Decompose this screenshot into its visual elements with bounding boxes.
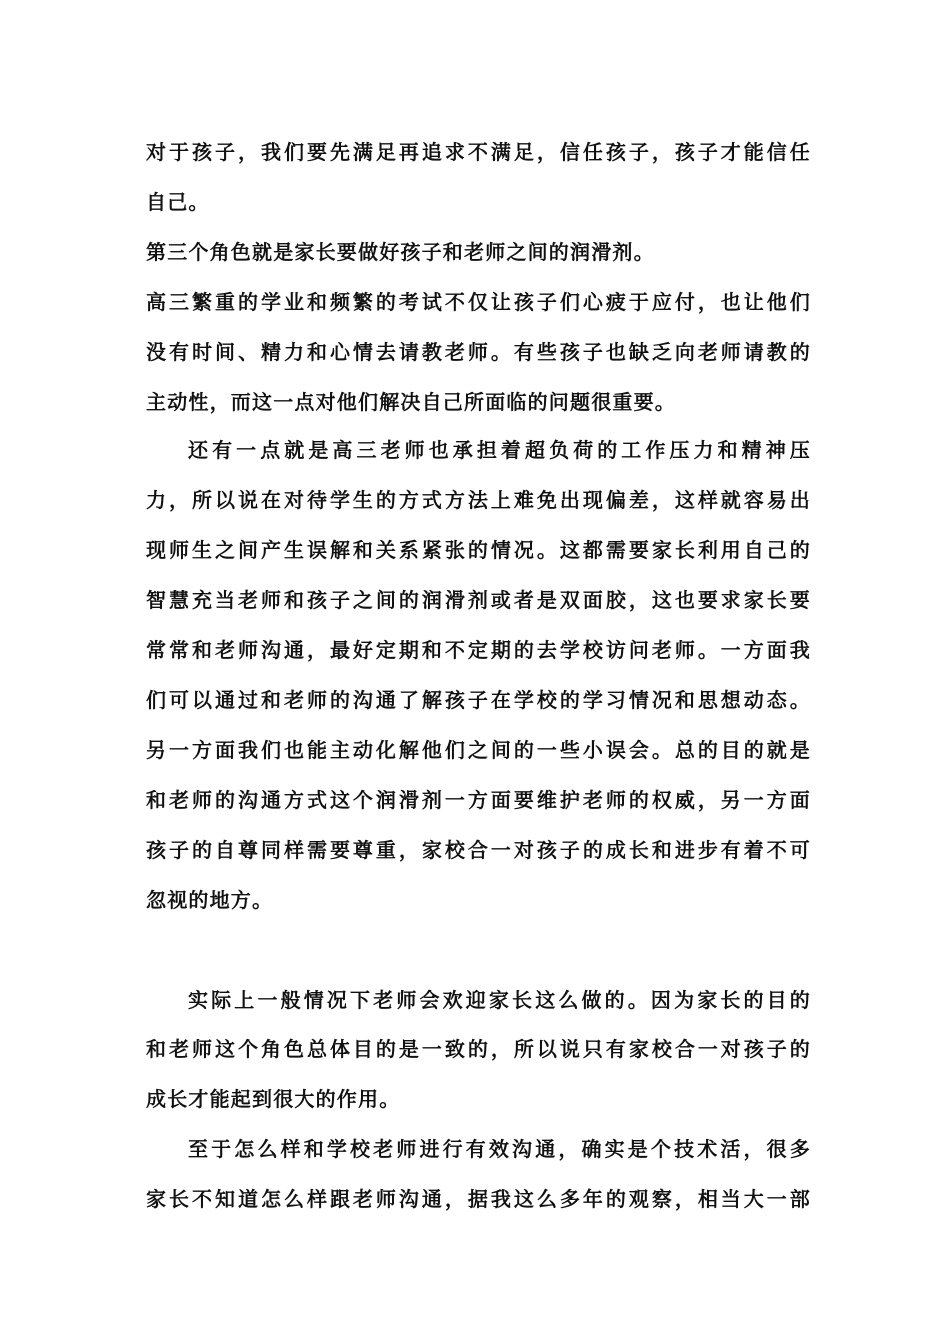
text-line: 另一方面我们也能主动化解他们之间的一些小误会。总的目的就是 [146,738,811,762]
text-line: 家长不知道怎么样跟老师沟通，据我这么多年的观察，相当大一部 [146,1187,811,1211]
text-line: 主动性，而这一点对他们解决自己所面临的问题很重要。 [146,390,676,414]
text-line: 至于怎么样和学校老师进行有效沟通，确实是个技术活，很多 [188,1137,811,1161]
text-line: 常常和老师沟通，最好定期和不定期的去学校访问老师。一方面我 [146,638,811,662]
text-line: 们可以通过和老师的沟通了解孩子在学校的学习情况和思想动态。 [146,688,811,712]
text-line: 没有时间、精力和心情去请教老师。有些孩子也缺乏向老师请教的 [146,340,811,364]
text-line: 现师生之间产生误解和关系紧张的情况。这都需要家长利用自己的 [146,538,811,562]
text-line: 和老师的沟通方式这个润滑剂一方面要维护老师的权威，另一方面 [146,788,811,812]
text-line: 力，所以说在对待学生的方式方法上难免出现偏差，这样就容易出 [146,488,811,512]
text-line: 第三个角色就是家长要做好孩子和老师之间的润滑剂。 [146,240,655,264]
text-line: 高三繁重的学业和频繁的考试不仅让孩子们心疲于应付，也让他们 [146,290,811,314]
text-line: 忽视的地方。 [146,888,274,912]
text-line: 孩子的自尊同样需要尊重，家校合一对孩子的成长和进步有着不可 [146,838,811,862]
text-line: 和老师这个角色总体目的是一致的，所以说只有家校合一对孩子的 [146,1037,811,1061]
text-line: 自己。 [146,190,210,214]
text-line: 成长才能起到很大的作用。 [146,1087,401,1111]
text-line: 智慧充当老师和孩子之间的润滑剂或者是双面胶，这也要求家长要 [146,588,811,612]
text-line: 对于孩子，我们要先满足再追求不满足，信任孩子，孩子才能信任 [146,140,811,164]
text-line: 实际上一般情况下老师会欢迎家长这么做的。因为家长的目的 [188,988,811,1012]
text-line: 还有一点就是高三老师也承担着超负荷的工作压力和精神压 [188,438,811,462]
